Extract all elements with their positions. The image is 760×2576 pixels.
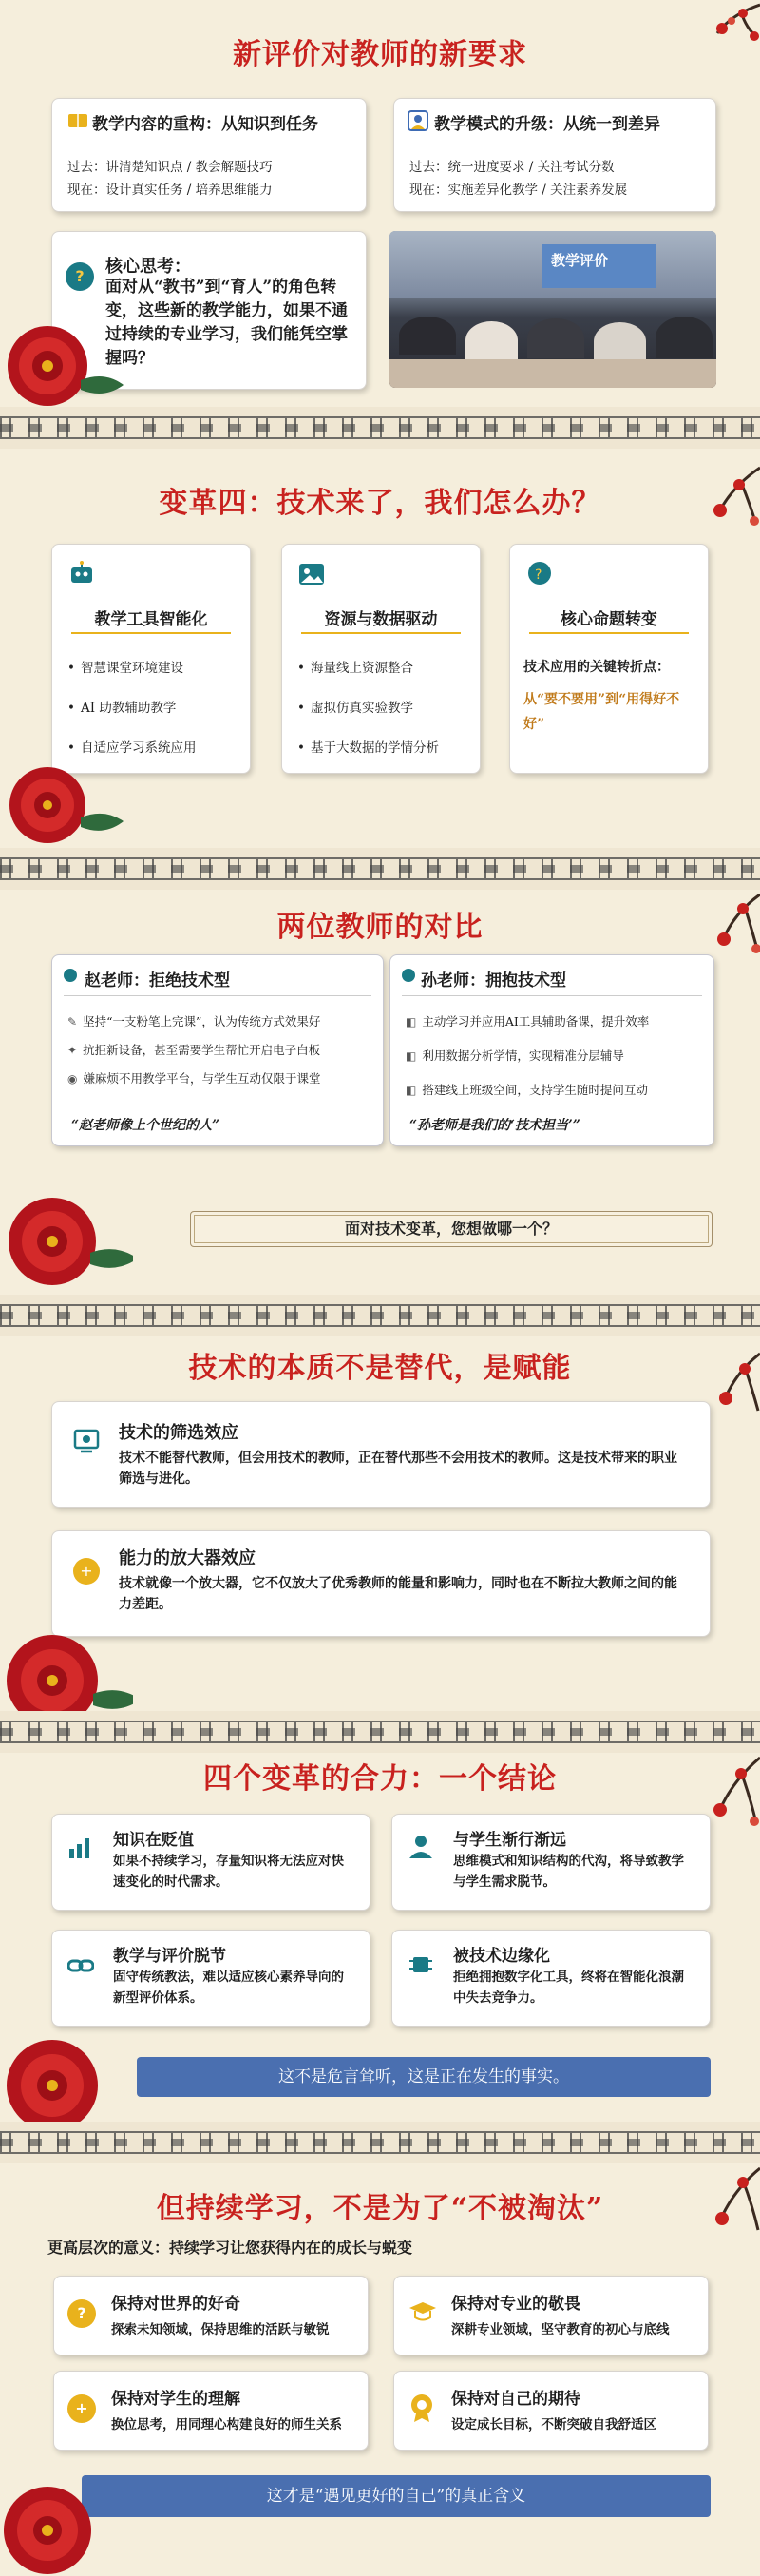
card-title: 被技术边缘化 <box>453 1947 550 1966</box>
card-title: 与学生渐行渐远 <box>453 1831 566 1850</box>
banner-text: 这不是危言耸听，这是正在发生的事实。 <box>278 2067 569 2086</box>
past-line: 过去：讲清楚知识点 / 教会解题技巧 <box>67 160 273 175</box>
shift-quote: 从“要不要用”到“用得好不好” <box>523 692 680 732</box>
item-text: 嫌麻烦不用教学平台，与学生互动仅限于课堂 <box>83 1071 321 1086</box>
list-item: ◧ 利用数据分析学情，实现精准分层辅导 <box>406 1048 624 1063</box>
photo-screen-label: 教学评价 <box>551 253 609 269</box>
card-text: 如果不持续学习，存量知识将无法应对快速变化的时代需求。 <box>113 1854 344 1890</box>
item-text: 坚持“一支粉笔上完课”，认为传统方式效果好 <box>83 1014 321 1028</box>
section-conclusion <box>0 1753 760 2144</box>
card-title: 保持对学生的理解 <box>111 2390 240 2409</box>
better-self-banner <box>82 2475 711 2517</box>
bar-chart-icon <box>67 1836 94 1864</box>
list-item: ✎ 坚持“一支粉笔上完课”，认为传统方式效果好 <box>67 1014 321 1028</box>
list-item: ◉ 嫌麻烦不用教学平台，与学生互动仅限于课堂 <box>67 1071 321 1086</box>
peony-flower-decoration <box>0 1184 133 1295</box>
section-title: 但持续学习，不是为了“不被淘汰” <box>156 2192 604 2225</box>
card-title: 赵老师：拒绝技术型 <box>85 971 230 990</box>
card-text: 技术不能替代教师，但会用技术的教师，正在替代那些不会用技术的教师。这是技术带来的职业筛选与进化。 <box>119 1451 677 1487</box>
think-text: 面对从“教书”到“育人”的角色转变，这些新的教学能力，如果不通过持续的专业学习，我们能凭空掌握吗？ <box>105 278 348 368</box>
item-text: 主动学习并应用AI工具辅助备课，提升效率 <box>422 1014 650 1028</box>
list-item: • 基于大数据的学情分析 <box>297 737 439 756</box>
shift-intro: 技术应用的关键转折点： <box>523 660 670 675</box>
section-title: 四个变革的合力：一个结论 <box>203 1762 557 1796</box>
list-item: ✦ 抗拒新设备，甚至需要学生帮忙开启电子白板 <box>67 1043 321 1057</box>
feature-list <box>297 657 439 777</box>
section-two-teachers <box>0 890 760 1295</box>
teaching-eval-gap-card <box>51 1930 370 2027</box>
student-quote: “孙老师是我们的‘技术担当’” <box>409 1118 580 1133</box>
section-title: 新评价对教师的新要求 <box>233 38 527 71</box>
drift-from-students-card <box>391 1814 711 1911</box>
card-title: 能力的放大器效应 <box>119 1548 256 1568</box>
card-title: 技术的筛选效应 <box>119 1423 238 1443</box>
card-title: 保持对世界的好奇 <box>111 2295 240 2314</box>
section-technology <box>0 449 760 848</box>
section-title: 技术的本质不是替代，是赋能 <box>188 1352 572 1385</box>
curiosity-card <box>53 2276 369 2355</box>
image-icon <box>297 560 326 592</box>
lightbulb-icon: ? <box>67 2299 96 2328</box>
graduation-cap-icon <box>408 2299 438 2328</box>
screen-icon <box>73 1429 100 1457</box>
understanding-students-card <box>53 2371 369 2451</box>
list-item: • AI 助教辅助教学 <box>67 697 196 716</box>
teaching-mode-card <box>393 98 716 212</box>
list-item: • 自适应学习系统应用 <box>67 737 196 756</box>
amplifier-effect-card <box>51 1530 711 1637</box>
professional-respect-card <box>393 2276 709 2355</box>
section-empowerment <box>0 1336 760 1738</box>
card-text: 探索未知领域，保持思维的活跃与敏锐 <box>111 2322 330 2337</box>
peony-flower-decoration <box>0 2468 133 2576</box>
past-line: 过去：统一进度要求 / 关注考试分数 <box>409 160 615 175</box>
card-title: 教学工具智能化 <box>94 610 208 629</box>
card-title: 核心命题转变 <box>560 610 657 629</box>
user-icon <box>64 969 77 982</box>
teacher-sun-card <box>390 954 714 1146</box>
card-text: 换位思考，用同理心构建良好的师生关系 <box>111 2417 342 2432</box>
user-icon <box>402 969 415 982</box>
chip-icon <box>408 1951 434 1982</box>
student-quote: “赵老师像上个世纪的人” <box>71 1118 220 1133</box>
self-expectation-card <box>393 2371 709 2451</box>
tech-marginalized-card <box>391 1930 711 2027</box>
list-item: • 智慧课堂环境建设 <box>67 657 196 676</box>
think-label: 核心思考： <box>105 257 191 277</box>
banner-text: 这才是“遇见更好的自己”的真正含义 <box>266 2487 526 2506</box>
robot-icon <box>67 560 96 592</box>
card-title: 保持对自己的期待 <box>451 2390 580 2409</box>
now-line: 现在：设计真实任务 / 培养思维能力 <box>67 183 273 198</box>
list-item: ◧ 搭建线上班级空间，支持学生随时提问互动 <box>406 1083 648 1097</box>
user-icon <box>408 110 428 135</box>
bulb-icon: + <box>73 1558 100 1585</box>
badge-icon <box>408 2393 436 2427</box>
teacher-zhao-card <box>51 954 384 1146</box>
fret-divider <box>0 848 760 890</box>
now-line: 现在：实施差异化教学 / 关注素养发展 <box>409 183 628 198</box>
list-item: ◧ 主动学习并应用AI工具辅助备课，提升效率 <box>406 1014 650 1028</box>
core-shift-card <box>509 544 709 774</box>
knowledge-depreciation-card <box>51 1814 370 1911</box>
item-text: 抗拒新设备，甚至需要学生帮忙开启电子白板 <box>83 1043 321 1057</box>
book-icon <box>67 112 88 133</box>
thinking-head-icon <box>525 560 554 592</box>
card-text: 拒绝拥抱数字化工具，终将在智能化浪潮中失去竞争力。 <box>453 1970 684 2006</box>
card-text: 深耕专业领域，坚守教育的初心与底线 <box>451 2322 670 2337</box>
item-text: 搭建线上班级空间，支持学生随时提问互动 <box>422 1083 648 1097</box>
card-title: 教学模式的升级：从统一到差异 <box>434 115 660 134</box>
fret-divider <box>0 1711 760 1753</box>
list-item: • 海量线上资源整合 <box>297 657 439 676</box>
peony-flower-decoration <box>0 753 133 848</box>
classroom-photo <box>390 231 716 388</box>
tool-intelligence-card <box>51 544 251 774</box>
card-text: 思维模式和知识结构的代沟，将导致教学与学生需求脱节。 <box>453 1854 684 1890</box>
card-title: 知识在贬值 <box>113 1831 194 1850</box>
person-icon <box>408 1834 434 1864</box>
section-title: 两位教师的对比 <box>276 911 484 944</box>
card-text: 固守传统教法，难以适应核心素养导向的新型评价体系。 <box>113 1970 344 2006</box>
section-new-requirements <box>0 0 760 407</box>
card-title: 资源与数据驱动 <box>324 610 438 629</box>
card-title: 教学内容的重构：从知识到任务 <box>92 115 318 134</box>
link-icon <box>67 1955 94 1980</box>
card-text: 技术就像一个放大器，它不仅放大了优秀教师的能量和影响力，同时也在不断拉大教师之间的能力差距。 <box>119 1576 677 1612</box>
screening-effect-card <box>51 1401 711 1508</box>
question-icon: ? <box>66 262 94 291</box>
choice-banner <box>190 1211 712 1247</box>
card-title: 孙老师：拥抱技术型 <box>421 971 566 990</box>
banner-text: 面对技术变革，您想做哪一个？ <box>344 1220 558 1238</box>
fret-divider <box>0 2122 760 2163</box>
peony-flower-decoration <box>0 314 133 407</box>
section-subtitle: 更高层次的意义：持续学习让您获得内在的成长与蜕变 <box>48 2239 413 2257</box>
section-title: 变革四：技术来了，我们怎么办？ <box>159 487 601 520</box>
resource-data-card <box>281 544 481 774</box>
heart-plus-icon: + <box>67 2394 96 2423</box>
fret-divider <box>0 407 760 449</box>
fact-banner <box>137 2057 711 2097</box>
list-item: • 虚拟仿真实验教学 <box>297 697 439 716</box>
card-title: 保持对专业的敬畏 <box>451 2295 580 2314</box>
card-title: 教学与评价脱节 <box>113 1947 226 1966</box>
content-restructure-card <box>51 98 367 212</box>
section-continuous-learning <box>0 2163 760 2576</box>
card-text: 设定成长目标，不断突破自我舒适区 <box>451 2417 656 2432</box>
svg-text:?: ? <box>535 567 542 583</box>
fret-divider <box>0 1295 760 1336</box>
item-text: 利用数据分析学情，实现精准分层辅导 <box>422 1048 624 1063</box>
